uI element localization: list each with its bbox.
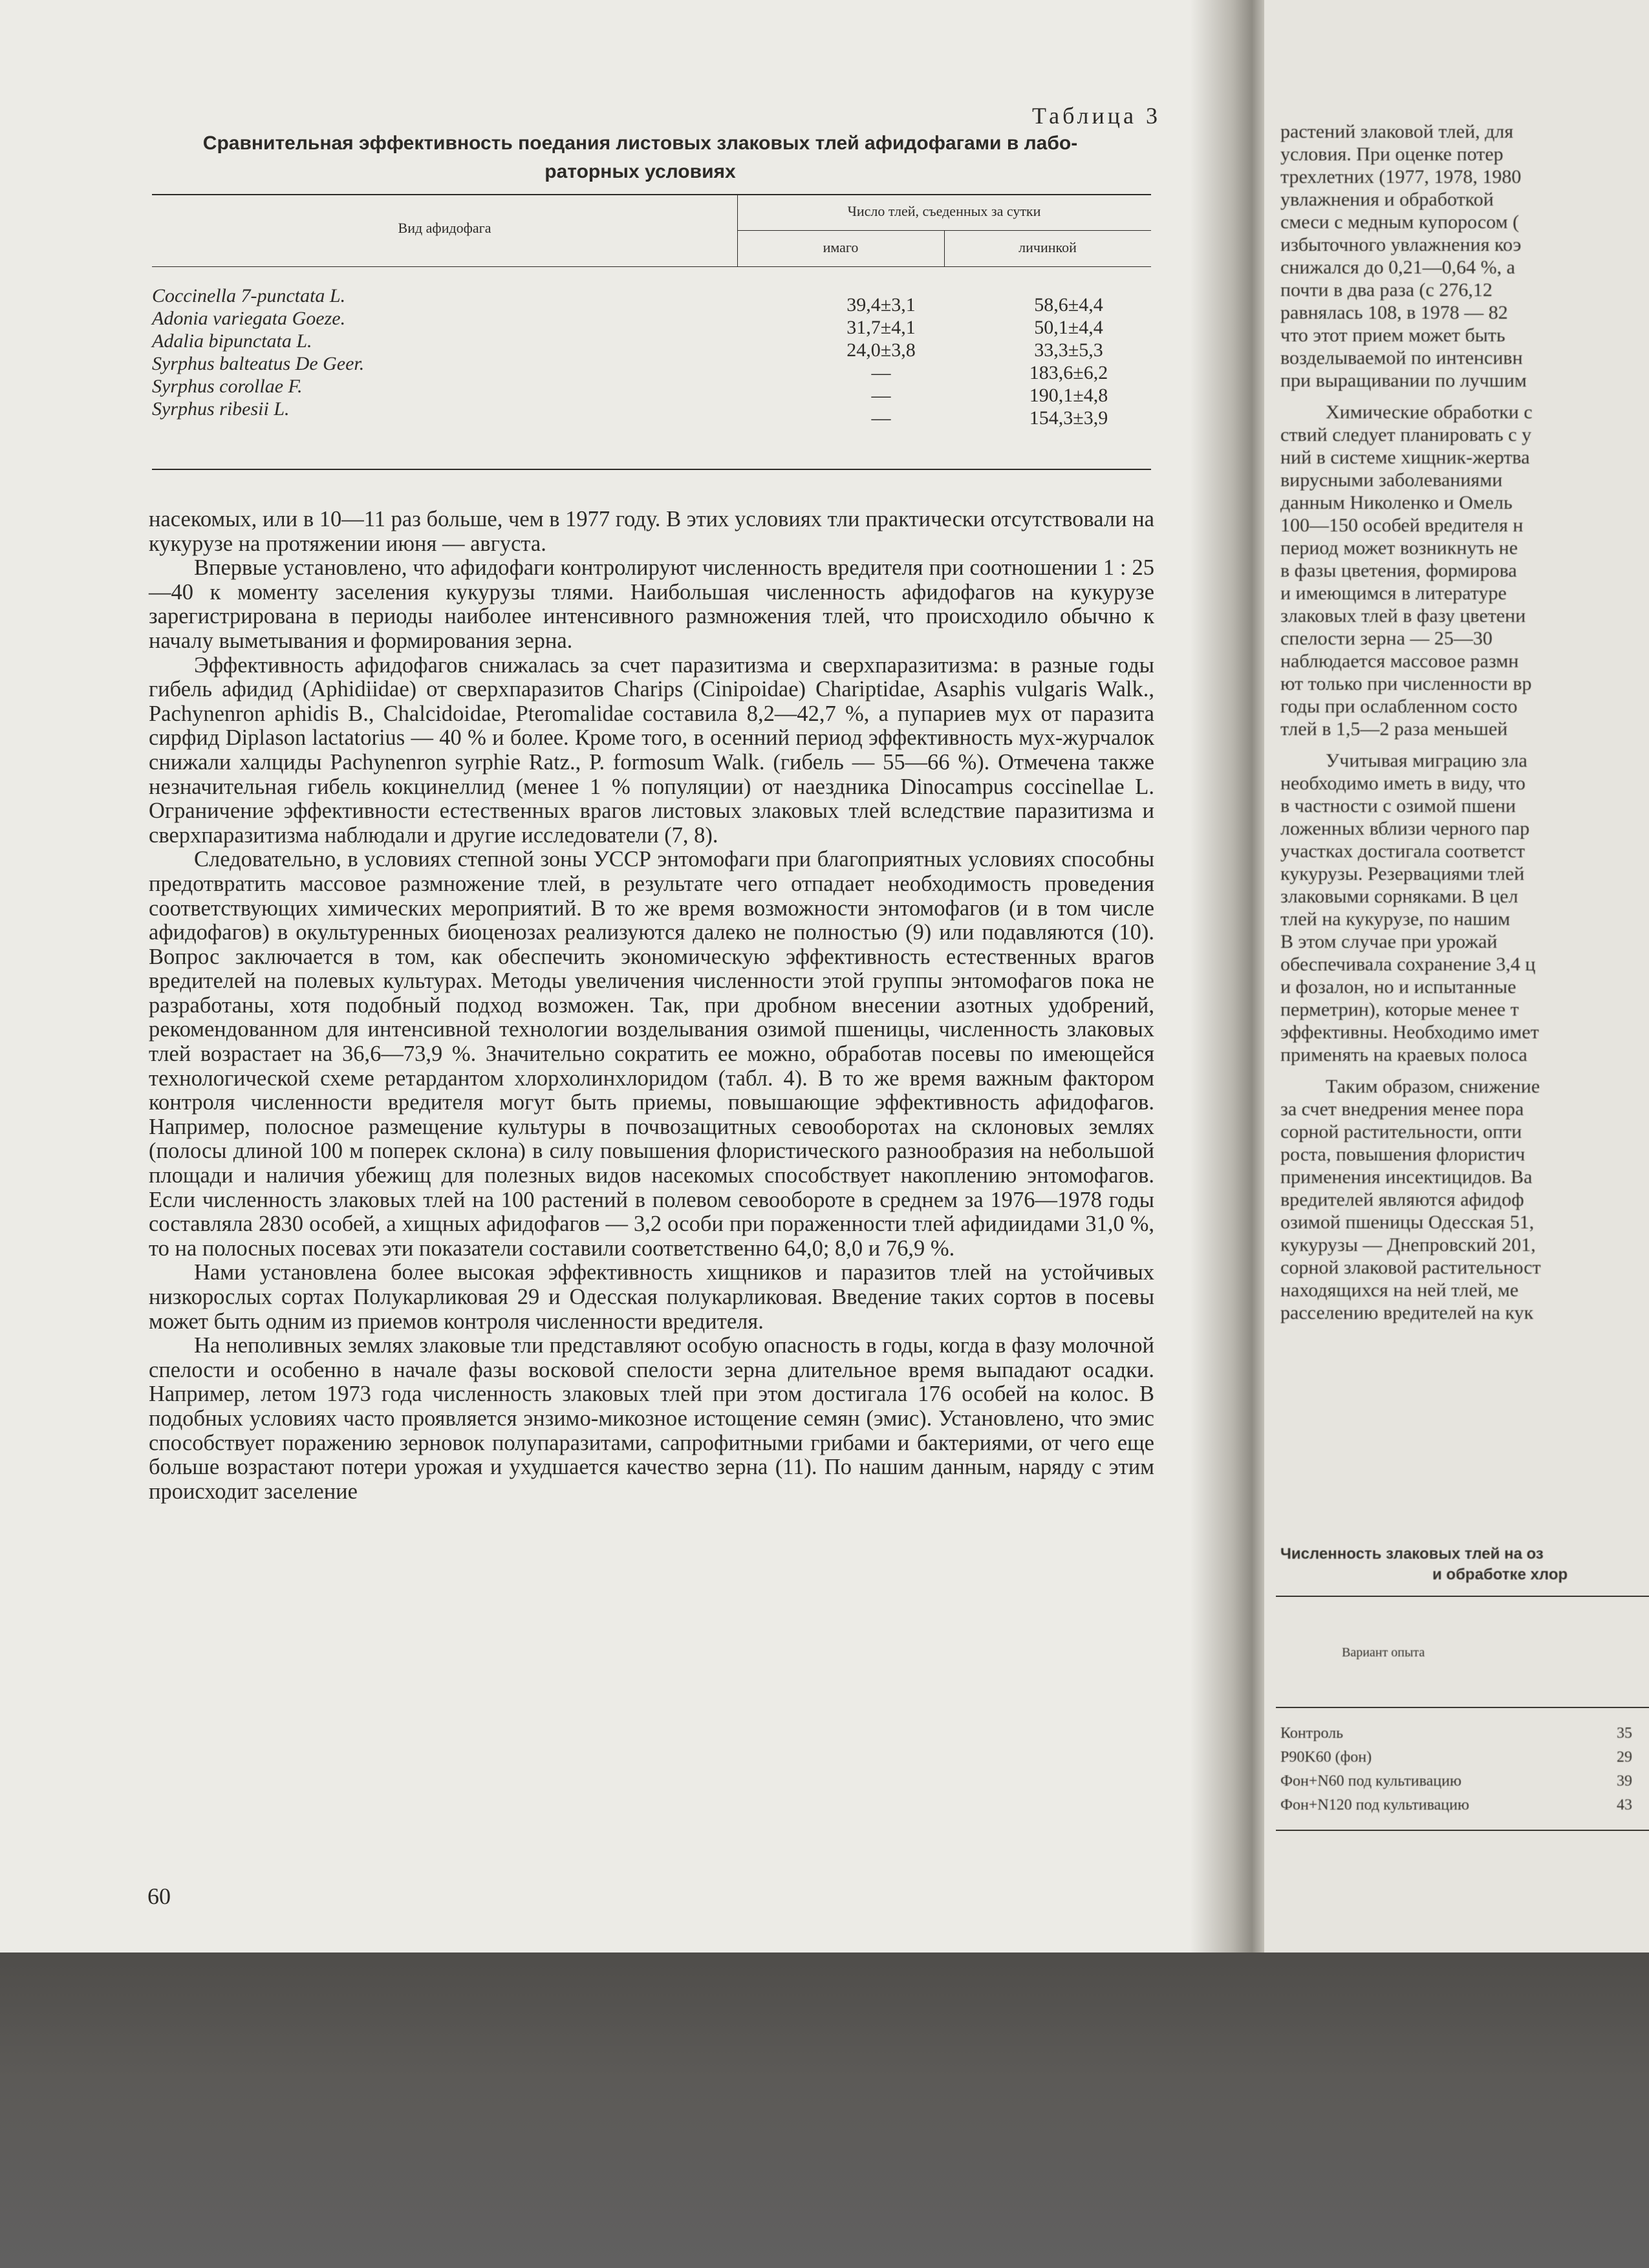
facing-text-line: Химические обработки с: [1326, 401, 1533, 423]
book-gutter: [1190, 0, 1267, 1965]
table-title-line1: Сравнительная эффективность поедания листовых злаковых тлей афидофагами в лабо-: [202, 133, 1078, 154]
larva-value: 183,6±6,2: [1029, 362, 1108, 383]
facing-table-row-label: P90K60 (фон): [1280, 1749, 1372, 1766]
facing-text-line: роста, повышения флористич: [1280, 1144, 1525, 1165]
facing-text-line: озимой пшеницы Одесская 51,: [1280, 1212, 1535, 1233]
species-name: Syrphus ribesii L.: [152, 398, 290, 420]
paragraph: Нами установлена более высокая эффективность хищников и паразитов тлей на устойчивых низкорослых сортах Полукарликовая 29 и Одесская полукарликовая. Введение таких сортов в посевы может быть одним из приемов контроля численности вредителя.: [149, 1260, 1154, 1334]
facing-text-line: период может возникнуть не: [1280, 537, 1518, 559]
facing-text-line: почти в два раза (с 276,12: [1280, 279, 1493, 301]
facing-text-line: и имеющимся в литературе: [1280, 583, 1507, 604]
table-header-adult: имаго: [823, 239, 859, 255]
paragraph: насекомых, или в 10—11 раз больше, чем в 1977 году. В этих условиях тли практически отсутствовали на кукурузе на протяжении июня — августа.: [149, 507, 1154, 556]
adult-value: —: [871, 385, 891, 406]
facing-text-line: В этом случае при урожай: [1280, 931, 1498, 952]
facing-text-line: ствий следует планировать с у: [1280, 424, 1532, 445]
facing-table-row-label: Фон+N120 под культивацию: [1280, 1797, 1469, 1813]
background-surface: [0, 1952, 1649, 2268]
paragraph: Следовательно, в условиях степной зоны УССР энтомофаги при благоприятных условиях способны предотвратить массовое размножение тлей, в результате чего отпадает необходимость проведения соответствующих химических мероприятий. В то же время возможности энтомофагов (и в том числе афидофагов) в окультуренных биоценозах реализуются далеко не полностью (9) или подавляются (10). Вопрос заключается в том, как обеспечить экономическую эффективность естественных врагов вредителей на полевых культурах. Методы увеличения численности этой группы энтомофагов пока не разработаны, хотя подобный подход возможен. Так, при дробном внесении азотных удобрений, рекомендованном для интенсивной технологии возделывания озимой пшеницы, численность злаковых тлей возрастает на 36,6—73,9 %. Значительно сократить ее можно, обработав посевы по имеющейся технологической схеме ретардантом хлорхолинхлоридом (табл. 4). В то же время важным фактором контроля численности вредителя могут быть приемы, повышающие эффективность афидофагов. Например, полосное размещение культуры в почвозащитных севооборотах на склоновых землях (полосы длиной 100 м поперек склона) в силу повышения флористического разнообразия на небольшой площади и наличия убежищ для полезных видов насекомых способствует накоплению энтомофагов. Если численность злаковых тлей на 100 растений в полевом севообороте в среднем за 1976—1978 годы составляла 2830 особей, а хищных афидофагов — 3,2 особи при пораженности тлей афидиидами 31,0 %, то на полосных посевах эти показатели составили соответственно 64,0; 8,0 и 76,9 %.: [149, 847, 1154, 1261]
larva-value: 154,3±3,9: [1029, 407, 1108, 429]
facing-text-line: Таким образом, снижение: [1326, 1076, 1540, 1097]
facing-text-line: наблюдается массовое размн: [1280, 650, 1519, 672]
table-row: [152, 375, 1151, 406]
facing-table-caption: Численность злаковых тлей на оз: [1280, 1545, 1544, 1563]
facing-text-line: увлажнения и обработкой: [1280, 189, 1494, 210]
facing-text-line: находящихся на ней тлей, ме: [1280, 1279, 1519, 1301]
adult-value: 31,7±4,1: [846, 317, 916, 338]
body-text: [149, 508, 1154, 1504]
facing-table-row-label: Контроль: [1280, 1725, 1344, 1742]
facing-text-line: эффективны. Необходимо имет: [1280, 1022, 1539, 1043]
facing-text-line: вредителей являются афидоф: [1280, 1189, 1524, 1210]
species-name: Coccinella 7-punctata L.: [152, 285, 346, 306]
facing-text-line: Учитывая миграцию зла: [1326, 750, 1527, 771]
adult-value: —: [871, 407, 891, 429]
facing-text-line: применения инсектицидов. Ва: [1280, 1166, 1533, 1188]
larva-value: 190,1±4,8: [1029, 385, 1108, 406]
facing-text-line: злаковых тлей в фазу цветени: [1280, 605, 1526, 626]
table-number: Таблица 3: [1032, 103, 1161, 129]
facing-text-line: смеси с медным купоросом (: [1280, 211, 1520, 233]
page-number: 60: [147, 1883, 171, 1909]
facing-table-top-rule: [1276, 1596, 1649, 1597]
facing-text-line: 100—150 особей вредителя н: [1280, 515, 1524, 536]
table-row: [152, 330, 1151, 361]
facing-text-line: и фозалон, но и испытанные: [1280, 976, 1516, 998]
facing-text-line: злаковыми сорняками. В цел: [1280, 886, 1518, 907]
facing-text-line: равнялась 108, в 1978 — 82: [1280, 302, 1508, 323]
facing-table-row-value: 35: [1617, 1725, 1632, 1742]
table-header-larva: личинкой: [1018, 239, 1077, 255]
larva-value: 58,6±4,4: [1034, 294, 1103, 316]
facing-text-line: тлей в 1,5—2 раза меньшей: [1280, 718, 1508, 740]
adult-value: 24,0±3,8: [846, 339, 916, 361]
facing-page: [1264, 0, 1649, 2017]
facing-text-line: условия. При оценке потер: [1280, 144, 1503, 165]
facing-text-line: участках достигала соответст: [1280, 840, 1525, 862]
table-header-species: Вид афидофага: [398, 220, 491, 236]
facing-text-line: расселению вредителей на кук: [1280, 1302, 1534, 1323]
table-bottom-rule: [152, 469, 1151, 470]
facing-text-line: ют только при численности вр: [1280, 673, 1532, 694]
facing-table-row-value: 29: [1617, 1749, 1632, 1766]
adult-value: —: [871, 362, 891, 383]
facing-text-line: что этот прием может быть: [1280, 325, 1505, 346]
species-name: Adonia variegata Goeze.: [152, 308, 346, 329]
facing-text-line: снижался до 0,21—0,64 %, а: [1280, 257, 1515, 278]
paragraph: Эффективность афидофагов снижалась за счет паразитизма и сверхпаразитизма: в разные годы гибель афидид (Aphidiidae) от сверхпаразитов Charips (Cinipoidae) Chariptidae, Asaphis vulgaris Walk., Pachynenron aphidis B., Chalcidoidae, Pteromalidae составила 8,2—42,7 %, а пупариев мух от паразита сирфид Diplason lactatorius — 40 % и более. Кроме того, в осенний период эффективность мух-журчалок снижали халциды Pachynenron syrphie Ratz., P. formosum Walk. (гибель — 55—66 %). Отмечена также незначительная гибель кокцинеллид (менее 1 % популяции) от наездника Dinocampus coccinellae L. Ограничение эффективности естественных врагов листовых злаковых тлей вследствие паразитизма и сверхпаразитизма наблюдали и другие исследователи (7, 8).: [149, 652, 1154, 848]
facing-table-row-value: 43: [1617, 1797, 1632, 1813]
facing-text-line: сорной злаковой растительност: [1280, 1257, 1541, 1278]
paragraph: Впервые установлено, что афидофаги контролируют численность вредителя при соотношении 1 : 25—40 к моменту заселения кукурузы тлями. Наибольшая численность афидофагов на кукурузе зарегистрирована в периоды наиболее интенсивного размножения тлей, что происходило обычно к началу выметывания и формирования зерна.: [149, 555, 1154, 653]
facing-text-line: растений злаковой тлей, для: [1280, 121, 1514, 142]
facing-text-line: за счет внедрения менее пора: [1280, 1098, 1524, 1120]
facing-table-head-rule: [1276, 1707, 1649, 1708]
species-name: Syrphus corollae F.: [152, 376, 303, 397]
facing-table-head: Вариант опыта: [1342, 1645, 1425, 1660]
adult-value: 39,4±3,1: [846, 294, 916, 316]
table-row: [152, 352, 1151, 383]
table-title-line2: раторных условиях: [544, 161, 736, 182]
larva-value: 50,1±4,4: [1034, 317, 1103, 338]
facing-text-line: данным Николенко и Омель: [1280, 492, 1513, 513]
table-head-rule: [152, 266, 1151, 267]
facing-text-line: вирусными заболеваниями: [1280, 469, 1503, 491]
facing-table-caption2: и обработке хлор: [1432, 1566, 1568, 1583]
facing-text-line: кукурузы — Днепровский 201,: [1280, 1234, 1536, 1256]
facing-text-line: в фазы цветения, формирова: [1280, 560, 1517, 581]
facing-text-line: избыточного увлажнения коэ: [1280, 234, 1522, 255]
facing-table-bottom-rule: [1276, 1830, 1649, 1831]
table-row: [152, 307, 1151, 338]
facing-text-line: годы при ослабленном состо: [1280, 696, 1518, 717]
facing-text-line: ложенных вблизи черного пар: [1280, 818, 1530, 839]
species-name: Adalia bipunctata L.: [152, 330, 312, 352]
facing-text-line: обеспечивала сохранение 3,4 ц: [1280, 954, 1536, 975]
facing-table-row-value: 39: [1617, 1773, 1632, 1790]
facing-text-line: в частности с озимой пшени: [1280, 795, 1516, 817]
facing-text-line: применять на краевых полоса: [1280, 1044, 1527, 1065]
larva-value: 33,3±5,3: [1034, 339, 1103, 361]
table-top-rule: [152, 194, 1151, 195]
table-row: [152, 398, 1151, 429]
facing-text-line: кукурузы. Резервациями тлей: [1280, 863, 1525, 884]
facing-text-line: спелости зерна — 25—30: [1280, 628, 1493, 649]
facing-text-line: ний в системе хищник-жертва: [1280, 447, 1530, 468]
table-title: [155, 129, 1125, 186]
facing-text-line: тлей на кукурузе, по нашим: [1280, 908, 1511, 930]
facing-text-line: сорной растительности, опти: [1280, 1121, 1522, 1142]
facing-text-line: при выращивании по лучшим: [1280, 370, 1527, 391]
table-header-eaten: Число тлей, съеденных за сутки: [847, 203, 1041, 219]
facing-text-line: перметрин), которые менее т: [1280, 999, 1519, 1020]
facing-text-line: трехлетних (1977, 1978, 1980: [1280, 166, 1522, 187]
species-name: Syrphus balteatus De Geer.: [152, 353, 365, 374]
paragraph: На неполивных землях злаковые тли представляют особую опасность в годы, когда в фазу молочной спелости и особенно в начале фазы восковой спелости зерна длительное время выпадают осадки. Например, летом 1973 года численность злаковых тлей при этом достигала 176 особей на колос. В подобных условиях часто проявляется энзимо-микозное истощение семян (эмис). Установлено, что эмис способствует поражению зерновок полупаразитами, сапрофитными грибами и бактериями, от чего еще больше возрастают потери урожая и ухудшается качество зерна (11). По нашим данным, наряду с этим происходит заселение: [149, 1333, 1154, 1504]
facing-text-line: возделываемой по интенсивн: [1280, 347, 1523, 369]
table-row: [152, 284, 1151, 316]
facing-text-line: необходимо иметь в виду, что: [1280, 773, 1525, 794]
facing-table-row-label: Фон+N60 под культивацию: [1280, 1773, 1461, 1790]
